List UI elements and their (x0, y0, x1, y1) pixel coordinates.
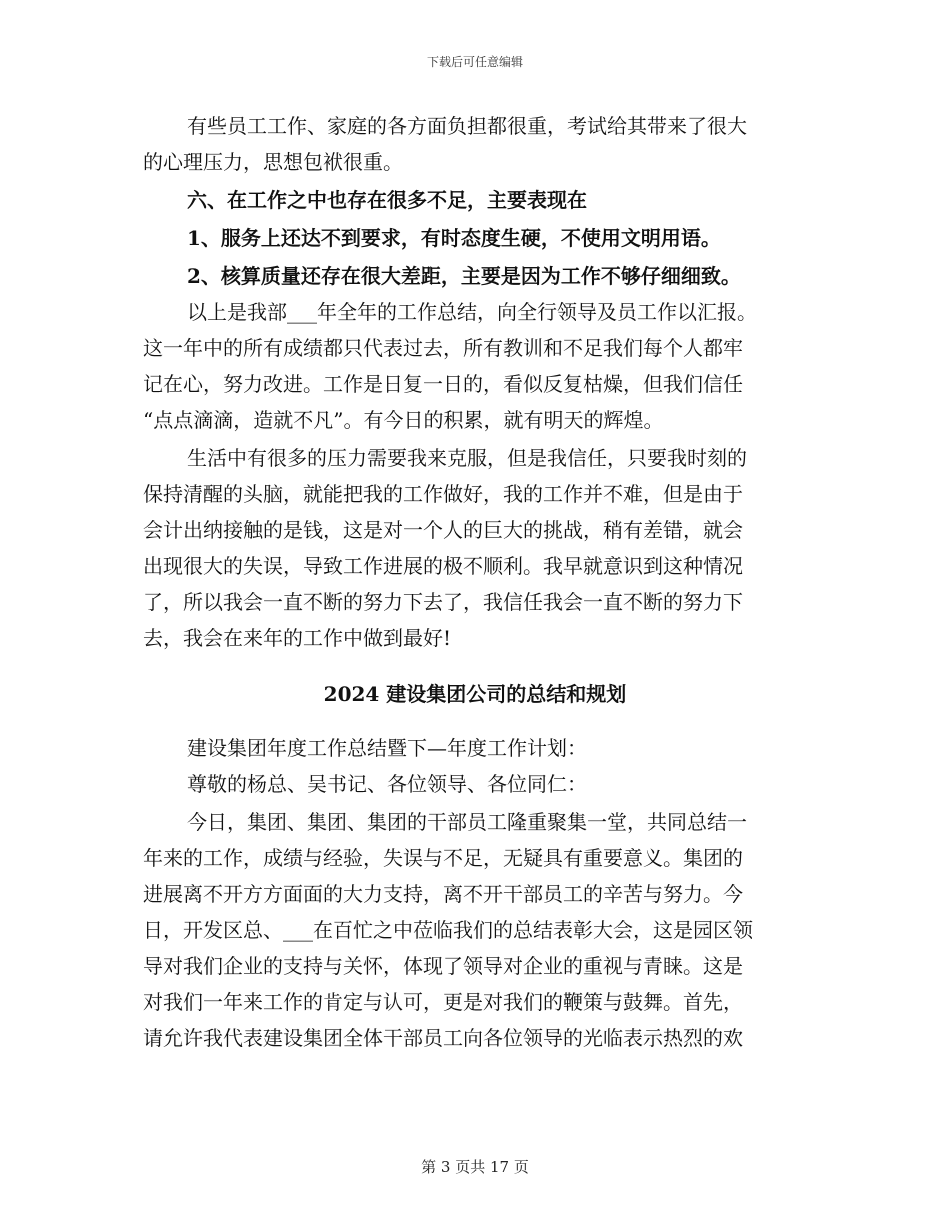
body-line: “点点滴滴，造就不凡”。有今日的积累，就有明天的辉煌。 (143, 408, 664, 432)
body-line: 年来的工作，成绩与经验，失误与不足，无疑具有重要意义。集团的 (143, 846, 743, 870)
body-line: 有些员工工作、家庭的各方面负担都很重，考试给其带来了很大 (187, 114, 747, 138)
body-line: 对我们一年来工作的肯定与认可，更是对我们的鞭策与鼓舞。首先， (143, 990, 743, 1014)
body-line: 的心理压力，思想包袱很重。 (143, 150, 403, 174)
body-line: 记在心，努力改进。工作是日复一日的，看似反复枯燥，但我们信任 (143, 372, 743, 396)
body-line: 出现很大的失误，导致工作进展的极不顺利。我早就意识到这种情况 (143, 554, 743, 578)
page-header: 下载后可任意编辑 (426, 55, 523, 69)
body-line: 了，所以我会一直不断的努力下去了，我信任我会一直不断的努力下 (143, 590, 743, 614)
body-line: 以上是我部___年全年的工作总结，向全行领导及员工作以汇报。 (187, 300, 757, 324)
body-line: 这一年中的所有成绩都只代表过去，所有教训和不足我们每个人都牢 (143, 336, 743, 360)
list-item: 1、服务上还达不到要求，有时态度生硬，不使用文明用语。 (187, 226, 721, 250)
body-line: 请允许我代表建设集团全体干部员工向各位领导的光临表示热烈的欢 (143, 1026, 743, 1050)
section-heading: 六、在工作之中也存在很多不足，主要表现在 (187, 188, 587, 212)
page-footer: 第 3 页共 17 页 (421, 1158, 529, 1176)
body-line: 会计出纳接触的是钱，这是对一个人的巨大的挑战，稍有差错，就会 (143, 518, 743, 542)
body-line: 建设集团年度工作总结暨下—年度工作计划： (187, 736, 587, 760)
body-line: 进展离不开方方面面的大力支持，离不开干部员工的辛苦与努力。今 (143, 882, 743, 906)
document-title: 2024 建设集团公司的总结和规划 (323, 682, 627, 706)
list-item: 2、核算质量还存在很大差距，主要是因为工作不够仔细细致。 (187, 264, 741, 288)
body-line: 导对我们企业的支持与关怀，体现了领导对企业的重视与青睐。这是 (143, 954, 743, 978)
body-line: 去，我会在来年的工作中做到最好! (143, 626, 452, 650)
body-line: 今日，集团、集团、集团的干部员工隆重聚集一堂，共同总结一 (187, 810, 747, 834)
body-line: 保持清醒的头脑，就能把我的工作做好，我的工作并不难，但是由于 (143, 482, 743, 506)
body-line: 日，开发区总、___在百忙之中莅临我们的总结表彰大会，这是园区领 (143, 918, 753, 942)
salutation: 尊敬的杨总、吴书记、各位领导、各位同仁： (187, 772, 587, 796)
body-line: 生活中有很多的压力需要我来克服，但是我信任，只要我时刻的 (187, 446, 747, 470)
